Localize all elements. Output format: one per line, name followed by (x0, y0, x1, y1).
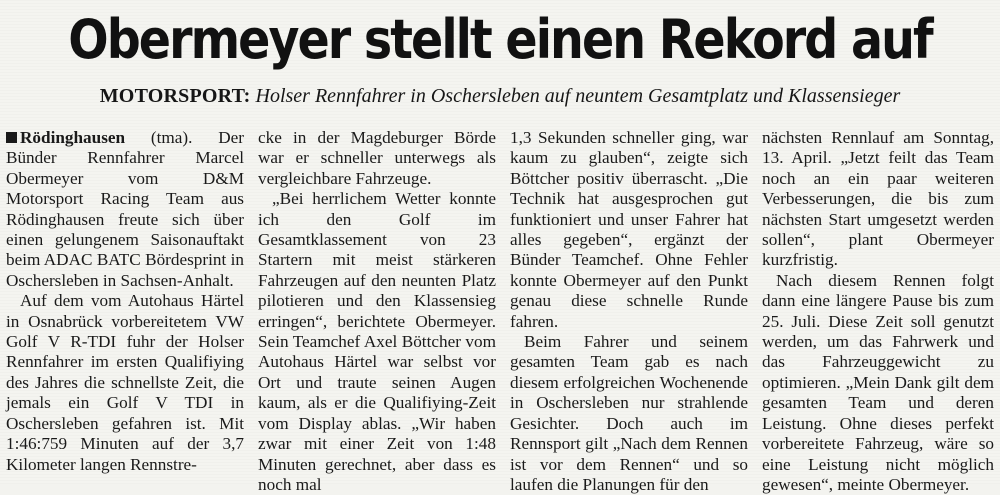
subheadline (0, 84, 1000, 108)
column-3-paragraph-2: Beim Fahrer und seinem gesamten Team gab es nach diesem erfolgreichen Wochenende in Oschersleben nur strahlende Gesichter. Doch auch im Rennsport gilt „Nach dem Rennen ist vor dem Rennen“ und so laufen die Planungen für den (510, 332, 748, 494)
dateline-bullet-icon (6, 132, 17, 143)
article-column-4 (762, 128, 994, 495)
column-2-paragraph-1: cke in der Magdeburger Börde war er schneller unterwegs als vergleichbare Fahrzeuge. (258, 128, 496, 188)
column-2-paragraph-2: „Bei herrlichem Wetter konnte ich den Golf im Gesamtklassement von 23 Startern mit meist stärkeren Fahrzeugen auf den neunten Platz pilotieren und den Klassensieg erringen“, berichtete Obermeyer. Sein Teamchef Axel Böttcher vom Autohaus Härtel war selbst vor Ort und traute seinen Augen kaum, als er die Qualifiying-Zeit vom Display ablas. „Wir haben zwar mit einer Zeit von 1:48 Minuten gerechnet, aber dass es noch mal (258, 189, 496, 494)
section-kicker: MOTORSPORT: (99, 85, 251, 107)
column-3-paragraph-1: 1,3 Sekunden schneller ging, war kaum zu glauben“, zeigte sich Böttcher positiv überrascht. „Die Technik hat ausgesprochen gut funktioniert und unser Fahrer hat alles gegeben“, ergänzt der Bünder Teamchef. Ohne Fehler konnte Obermeyer auf den Punkt genau diese schnelle Runde fahren. (510, 128, 748, 331)
article-column-2 (258, 128, 496, 495)
headline: Obermeyer stellt einen Rekord auf (68, 8, 932, 71)
column-4-paragraph-2: Nach diesem Rennen folgt dann eine längere Pause bis zum 25. Juli. Diese Zeit soll genutzt werden, um das Fahrwerk und das Fahrzeuggewicht zu optimieren. „Mein Dank gilt dem gesamten Team und deren Leistung. Ohne dieses perfekt vorbereitete Fahrzeug, wäre so eine Leistung nicht möglich gewesen“, meinte Obermeyer. (762, 270, 994, 494)
article-column-3 (510, 128, 748, 495)
subheadline-deck: Holser Rennfahrer in Oschersleben auf neuntem Gesamtplatz und Klassensieger (255, 85, 901, 107)
dateline: Rödinghausen (20, 128, 126, 147)
column-1-paragraph-1 (6, 128, 244, 291)
article-column-1 (6, 128, 244, 475)
column-1-paragraph-2: Auf dem vom Autohaus Härtel in Osnabrück vorbereitetem VW Golf V R-TDI fuhr der Holser Rennfahrer im ersten Qualifiying des Jahres die schnellste Zeit, die jemals ein Golf V TDI in Oschersleben gefahren ist. Mit 1:46:759 Minuten auf der 3,7 Kilometer langen Rennstre- (6, 291, 244, 474)
column-1-text-1: (tma). Der Bünder Rennfahrer Marcel Obermeyer vom D&M Motorsport Racing Team aus Rödinghausen freute sich über einen gelungenem Saisonauftakt beim ADAC BATC Bördesprint in Oschersleben in Sachsen-Anhalt. (6, 128, 244, 290)
column-4-paragraph-1: nächsten Rennlauf am Sonntag, 13. April. „Jetzt feilt das Team noch an ein paar weiteren Verbesserungen, die bis zum nächsten Start umgesetzt werden sollen“, plant Obermeyer kurzfristig. (762, 128, 994, 270)
